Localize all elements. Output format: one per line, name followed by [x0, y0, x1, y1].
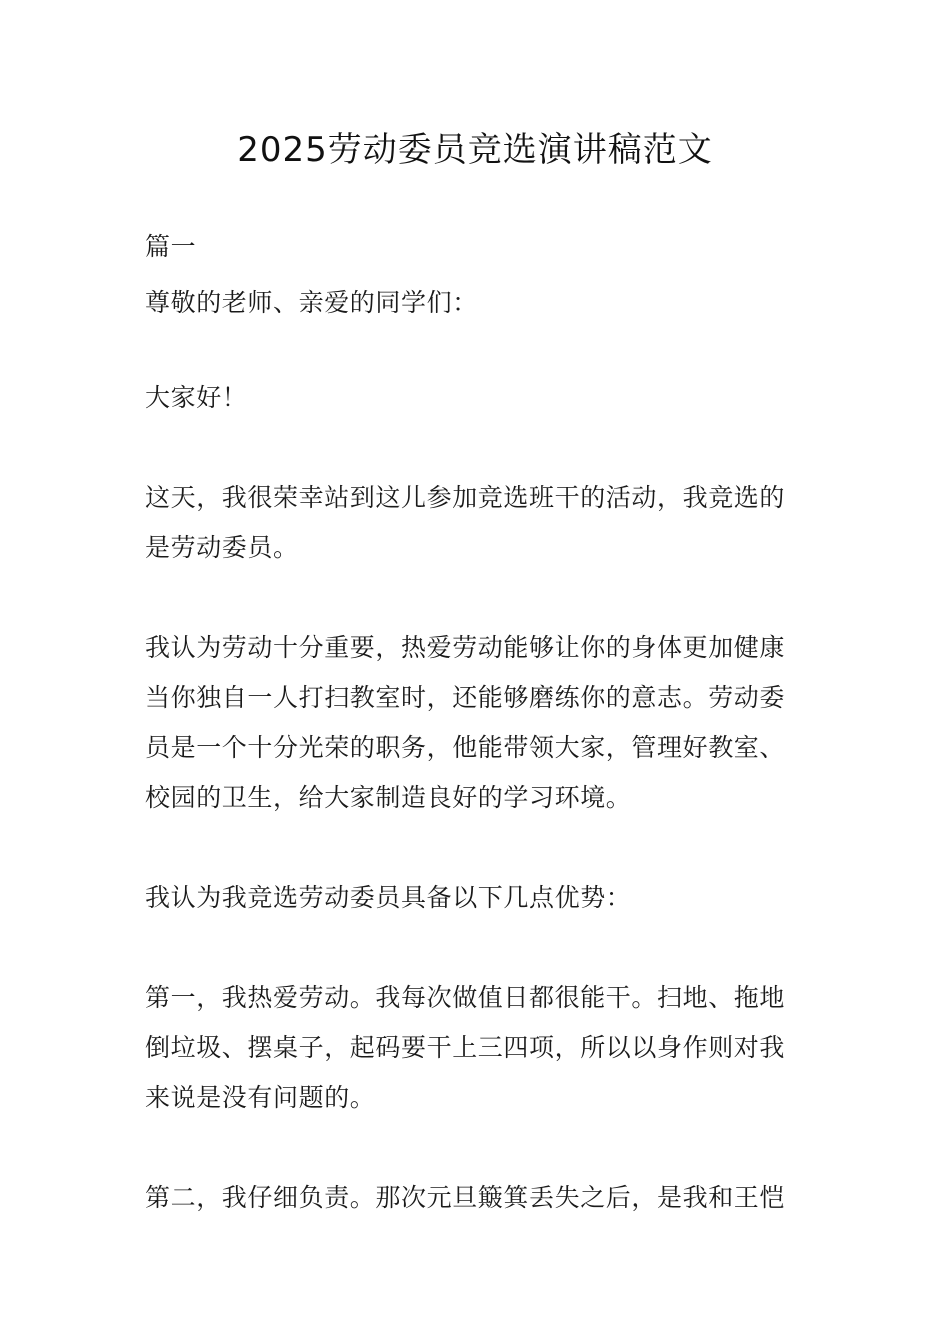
paragraph-line: 第二，我仔细负责。那次元旦簸箕丢失之后，是我和王恺	[145, 1183, 786, 1212]
paragraph-line: 来说是没有问题的。	[145, 1083, 376, 1112]
paragraph-line: 第一，我热爱劳动。我每次做值日都很能干。扫地、拖地	[145, 983, 786, 1012]
paragraph-line: 当你独自一人打扫教室时，还能够磨练你的意志。劳动委	[145, 683, 786, 712]
paragraph-line: 我认为劳动十分重要，热爱劳动能够让你的身体更加健康	[145, 633, 786, 662]
document-title: 2025劳动委员竞选演讲稿范文	[237, 130, 713, 170]
greeting: 大家好！	[145, 383, 248, 412]
salutation: 尊敬的老师、亲爱的同学们：	[145, 288, 478, 317]
paragraph-line: 倒垃圾、摆桌子，起码要干上三四项，所以以身作则对我	[145, 1033, 786, 1062]
paragraph-line: 是劳动委员。	[145, 533, 299, 562]
paragraph-line: 我认为我竞选劳动委员具备以下几点优势：	[145, 883, 632, 912]
paragraph-line: 校园的卫生，给大家制造良好的学习环境。	[145, 783, 632, 812]
paragraph-line: 这天，我很荣幸站到这儿参加竞选班干的活动，我竞选的	[145, 483, 786, 512]
section-heading: 篇一	[145, 232, 197, 261]
paragraph-line: 员是一个十分光荣的职务，他能带领大家，管理好教室、	[145, 733, 786, 762]
